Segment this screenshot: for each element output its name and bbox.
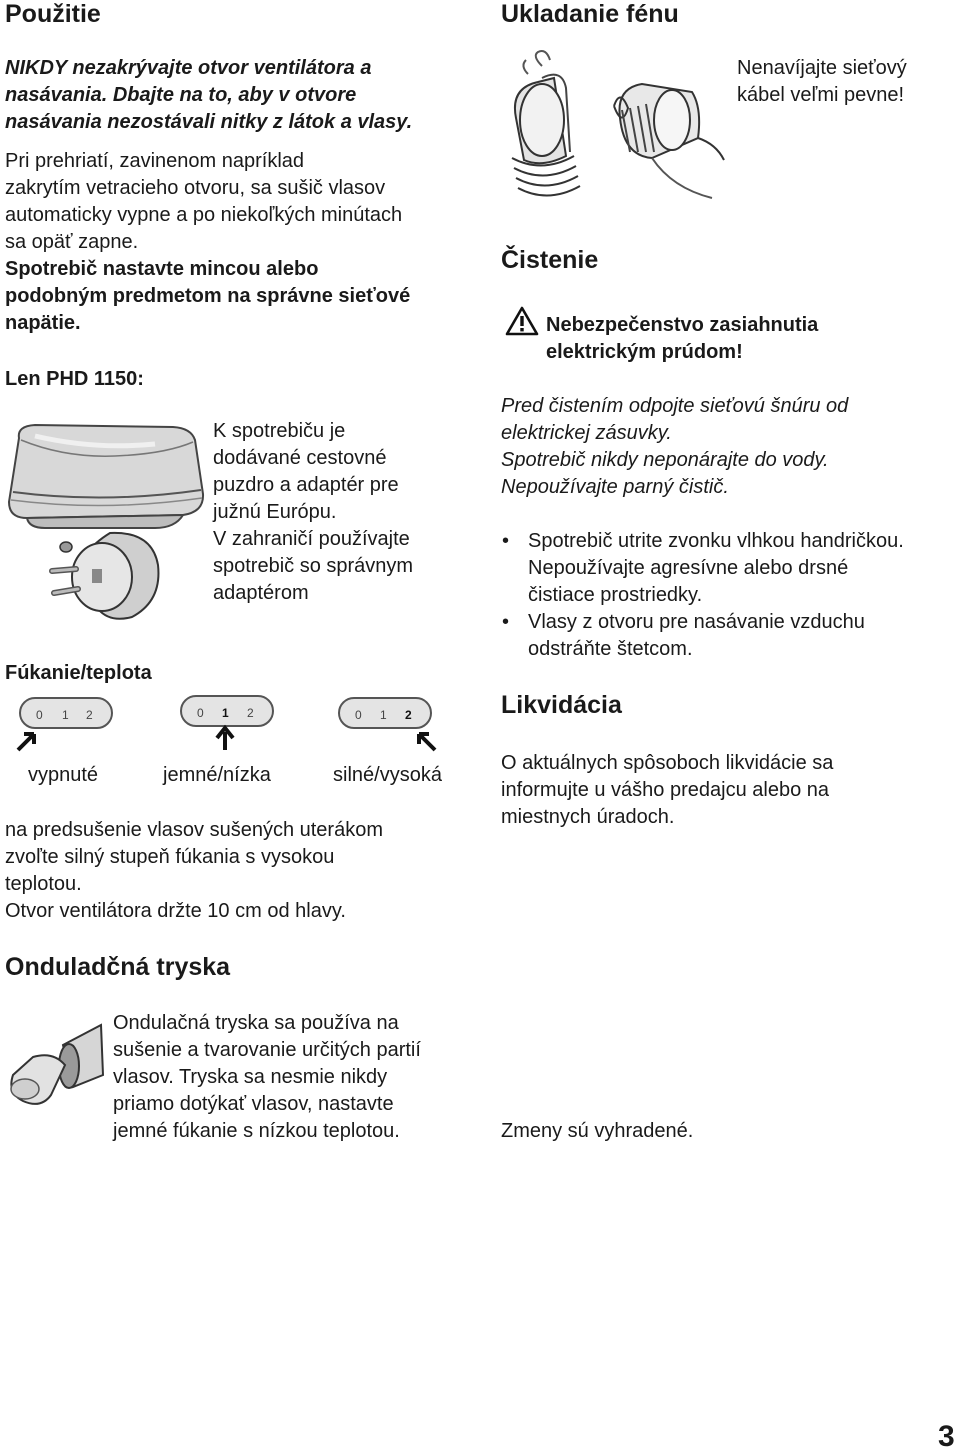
list-item (500, 528, 955, 609)
fukanie-paragraph (5, 817, 475, 925)
cable-note (737, 55, 957, 109)
text-line: kábel veľmi pevne! (737, 84, 905, 106)
voltage-paragraph (5, 256, 475, 337)
text-line: zvoľte silný stupeň fúkania s vysokou (5, 846, 335, 868)
travel-pouch-illustration (5, 420, 205, 530)
ventilation-warning (5, 55, 475, 136)
switch-position-off (10, 692, 120, 754)
nozzle-illustration (3, 1015, 108, 1110)
heading-ukladanie-fenu: Ukladanie fénu (501, 0, 679, 28)
text-line: Spotrebič nikdy neponárajte do vody. (501, 449, 829, 471)
text-line: puzdro a adaptér pre (213, 474, 399, 496)
text-line: Nepoužívajte agresívne alebo drsné (528, 557, 849, 579)
tryska-paragraph (113, 1010, 473, 1145)
changes-reserved-note: Zmeny sú vyhradené. (501, 1120, 694, 1142)
text-line: odstráňte štetcom. (528, 638, 693, 660)
text-line: južnú Európu. (213, 501, 337, 523)
text-line: spotrebič so správnym (213, 555, 414, 577)
text-line: Otvor ventilátora držte 10 cm od hlavy. (5, 900, 346, 922)
text-line: dodávané cestovné (213, 447, 387, 469)
text-line: Nenavíjajte sieťový (737, 57, 907, 79)
text-line: jemné fúkanie s nízkou teplotou. (113, 1120, 400, 1142)
text-line: nasávania. Dbajte na to, aby v otvore (5, 84, 357, 106)
text-line: sušenie a tvarovanie určitých partií (113, 1039, 421, 1061)
text-line: NIKDY nezakrývajte otvor ventilátora a (5, 57, 372, 79)
text-line: O aktuálnych spôsoboch likvidácie sa (501, 752, 834, 774)
text-line: • Spotrebič utrite zvonku vlhkou handričkou. (528, 530, 904, 552)
switch-digit: 2 (247, 706, 254, 720)
text-line: Pred čistením odpojte sieťovú šnúru od (501, 395, 849, 417)
switch-digit: 0 (355, 708, 362, 722)
heading-pouzitie: Použitie (5, 0, 101, 28)
label-off: vypnuté (28, 764, 99, 786)
adapter-plug-illustration (40, 525, 165, 625)
text-line: priamo dotýkať vlasov, nastavte (113, 1093, 394, 1115)
text-line: informujte u vášho predajcu alebo na (501, 779, 829, 801)
switch-position-low (175, 690, 285, 752)
switch-digit: 0 (36, 708, 43, 722)
heading-fukanie-teplota: Fúkanie/teplota (5, 662, 152, 684)
disposal-paragraph (501, 750, 941, 831)
list-item (500, 609, 955, 663)
switch-digit: 2 (405, 708, 412, 722)
switch-digit: 2 (86, 708, 93, 722)
text-line: Spotrebič nastavte mincou alebo (5, 258, 319, 280)
cleaning-bullet-list (500, 528, 955, 663)
heading-cistenie: Čistenie (501, 246, 599, 274)
text-line: Nebezpečenstvo zasiahnutia (546, 314, 819, 336)
text-line: vlasov. Tryska sa nesmie nikdy (113, 1066, 388, 1088)
text-line: elektrickým prúdom! (546, 341, 743, 363)
phd-accessories-text (213, 418, 463, 607)
dryer-storage-illustration (502, 48, 732, 218)
text-line: Nepoužívajte parný čistič. (501, 476, 729, 498)
text-line: teplotou. (5, 873, 82, 895)
text-line: zakrytím vetracieho otvoru, sa sušič vlasov (5, 177, 386, 199)
text-line: čistiace prostriedky. (528, 584, 703, 606)
text-line: elektrickej zásuvky. (501, 422, 672, 444)
heading-phd-1150: Len PHD 1150: (5, 368, 144, 390)
text-line: K spotrebiču je (213, 420, 346, 442)
text-line: nasávania nezostávali nitky z látok a vlasy. (5, 111, 413, 133)
text-line: Pri prehriatí, zavinenom napríklad (5, 150, 305, 172)
overheat-paragraph (5, 148, 475, 256)
warning-triangle-icon (505, 306, 539, 336)
text-line: napätie. (5, 312, 81, 334)
text-line: adaptérom (213, 582, 309, 604)
heading-onduladcna-tryska: Onduladčná tryska (5, 953, 231, 981)
page-number: 3 (938, 1420, 955, 1453)
label-low: jemné/nízka (163, 764, 271, 786)
switch-digit: 0 (197, 706, 204, 720)
text-line: V zahraničí používajte (213, 528, 410, 550)
text-line: Ondulačná tryska sa používa na (113, 1012, 399, 1034)
text-line: na predsušenie vlasov sušených uterákom (5, 819, 383, 841)
cleaning-instructions (501, 393, 951, 501)
label-high: silné/vysoká (333, 764, 442, 786)
switch-digit: 1 (222, 706, 229, 720)
text-line: podobným predmetom na správne sieťové (5, 285, 411, 307)
text-line: sa opäť zapne. (5, 231, 139, 253)
text-line: miestnych úradoch. (501, 806, 675, 828)
switch-digit: 1 (380, 708, 387, 722)
switch-position-high (335, 692, 445, 754)
electric-shock-warning (546, 312, 946, 366)
text-line: • Vlasy z otvoru pre nasávanie vzduchu (528, 611, 865, 633)
text-line: automaticky vypne a po niekoľkých minútach (5, 204, 403, 226)
switch-digit: 1 (62, 708, 69, 722)
heading-likvidacia: Likvidácia (501, 691, 622, 719)
